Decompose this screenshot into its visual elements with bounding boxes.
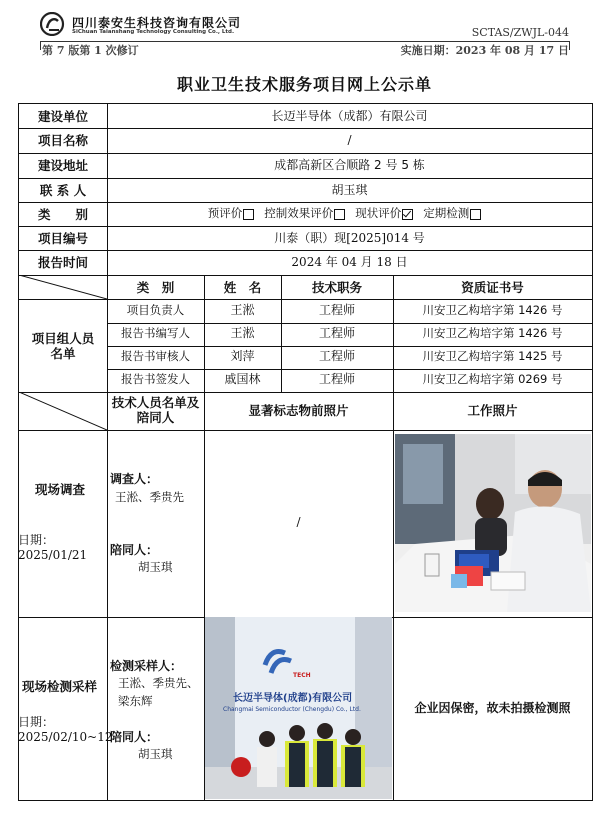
type-option-control: 控制效果评价	[264, 206, 334, 221]
periodic-check-checkbox[interactable]	[470, 209, 481, 220]
member-title: 工程师	[318, 303, 355, 318]
implement-date: 实施日期：2023 年 08 月 17 日	[400, 44, 569, 57]
type-option-pre: 预评价	[207, 206, 243, 221]
member-role: 报告书审核人	[121, 348, 190, 363]
report-time-label: 报告时间	[37, 255, 88, 270]
type-options	[107, 202, 592, 226]
member-role: 报告书签发人	[121, 371, 190, 386]
sampler-label: 检测采样人：	[110, 659, 183, 673]
member-title: 工程师	[318, 372, 355, 387]
member-cert: 川安卫乙构培字第 1425 号	[422, 348, 563, 363]
sign-company-en: Changmai Semiconductor (Chengdu) Co., Ltd.	[223, 706, 361, 713]
member-name: 刘萍	[230, 349, 255, 364]
member-cert: 川安卫乙构培字第 0269 号	[422, 371, 563, 386]
member-name: 戚国林	[224, 372, 261, 387]
survey-label: 现场调查	[35, 482, 86, 497]
sampling-escort-name: 胡玉琪	[138, 747, 173, 761]
survey-date-label: 日期：	[18, 533, 55, 547]
sampler-names: 王淞、季贵先、梁东辉	[118, 676, 199, 708]
member-cert: 川安卫乙构培字第 1426 号	[422, 302, 563, 317]
members-header-name: 姓 名	[223, 279, 262, 295]
document-code: SCTAS/ZWJL-044	[471, 26, 569, 39]
members-group-label: 项目组人员名单	[31, 330, 95, 361]
member-title: 工程师	[318, 349, 355, 364]
member-name: 王淞	[230, 326, 255, 341]
project-name-label: 项目名称	[37, 133, 88, 148]
staff-column-header: 技术人员名单及陪同人	[111, 395, 200, 425]
page-title: 职业卫生技术服务项目网上公示单	[176, 75, 432, 94]
members-header-title: 技术职务	[311, 279, 362, 295]
investigator-names: 王淞、季贵先	[115, 490, 184, 504]
sampling-work-note: 企业因保密，故未拍摄检测照	[414, 700, 571, 715]
sampling-label: 现场检测采样	[22, 679, 98, 694]
member-role: 项目负责人	[126, 302, 185, 317]
survey-work-photo	[395, 434, 591, 612]
survey-date: 2025/01/21	[18, 548, 88, 562]
sign-tech-text: TECH	[293, 672, 311, 679]
unit-label: 建设单位	[37, 108, 88, 124]
member-role: 报告书编写人	[121, 325, 190, 340]
member-name: 王淞	[230, 303, 255, 318]
version-text: 第 7 版第 1 次修订	[42, 44, 139, 57]
members-header-category: 类 别	[136, 279, 175, 295]
member-title: 工程师	[318, 326, 355, 341]
sampling-date: 2025/02/10~12	[18, 730, 113, 744]
sampling-landmark-photo	[205, 617, 392, 799]
contact-label: 联 系 人	[39, 182, 87, 198]
survey-escort-label: 陪同人：	[110, 543, 159, 557]
control-eval-checkbox[interactable]	[334, 209, 345, 220]
survey-escort-name: 胡玉琪	[138, 560, 173, 574]
member-cert: 川安卫乙构培字第 1426 号	[422, 325, 563, 340]
project-number-label: 项目编号	[37, 230, 88, 246]
status-eval-checkbox[interactable]	[402, 209, 413, 220]
project-name-value: /	[347, 133, 352, 148]
landmark-column-header: 显著标志物前照片	[248, 402, 349, 418]
address-value: 成都高新区合顺路 2 号 5 栋	[274, 158, 425, 173]
type-option-periodic: 定期检测	[423, 206, 470, 221]
survey-landmark-photo: /	[296, 515, 301, 530]
unit-value: 长迈半导体（成都）有限公司	[271, 108, 428, 123]
pre-eval-checkbox[interactable]	[243, 209, 254, 220]
company-name-en: SiChuan Taianshang Technology Consulting Co., Ltd.	[72, 29, 235, 35]
sign-company-cn: 长迈半导体(成都)有限公司	[233, 693, 353, 704]
company-logo-icon	[40, 12, 66, 36]
type-label: 类 别	[37, 206, 88, 222]
report-time-value: 2024 年 04 月 18 日	[291, 255, 408, 270]
contact-value: 胡玉琪	[331, 182, 368, 197]
type-option-status: 现状评价	[355, 206, 402, 221]
project-number-value: 川泰（职）现[2025]014 号	[274, 230, 425, 245]
address-label: 建设地址	[37, 158, 88, 173]
work-column-header: 工作照片	[467, 402, 518, 418]
investigator-label: 调查人：	[110, 472, 159, 486]
sampling-date-label: 日期：	[18, 715, 55, 729]
company-name-cn: 四川泰安生科技咨询有限公司	[72, 16, 242, 30]
members-header-cert: 资质证书号	[461, 279, 524, 295]
sampling-escort-label: 陪同人：	[110, 730, 159, 744]
